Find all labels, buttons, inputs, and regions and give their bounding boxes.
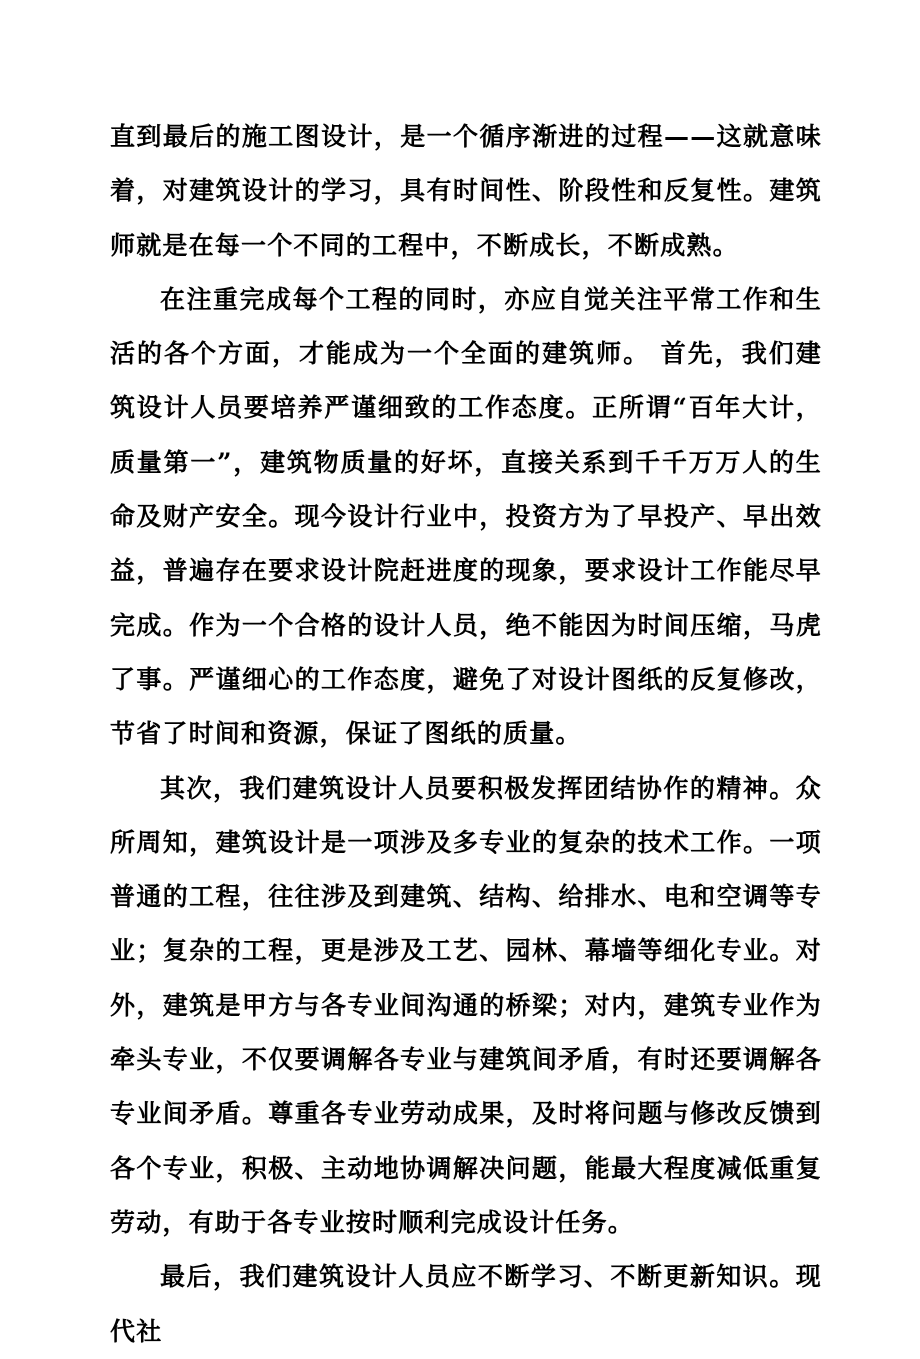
- document-body: [110, 110, 822, 1359]
- paragraph-1: 直到最后的施工图设计，是一个循序渐进的过程——这就意味着，对建筑设计的学习，具有时间性、阶段性和反复性。建筑师就是在每一个不同的工程中，不断成长，不断成熟。: [110, 122, 822, 260]
- paragraph-2: 在注重完成每个工程的同时，亦应自觉关注平常工作和生活的各个方面，才能成为一个全面的建筑师。 首先，我们建筑设计人员要培养严谨细致的工作态度。正所谓“百年大计，质量第一”，建筑物质量的好坏，直接关系到千千万万人的生命及财产安全。现今设计行业中，投资方为了早投产、早出效益，普遍存在要求设计院赶进度的现象，要求设计工作能尽早完成。作为一个合格的设计人员，绝不能因为时间压缩，马虎了事。严谨细心的工作态度，避免了对设计图纸的反复修改，节省了时间和资源，保证了图纸的质量。: [110, 284, 822, 749]
- paragraph-3: 其次，我们建筑设计人员要积极发挥团结协作的精神。众所周知，建筑设计是一项涉及多专业的复杂的技术工作。一项普通的工程，往往涉及到建筑、结构、给排水、电和空调等专业；复杂的工程，更是涉及工艺、园林、幕墙等细化专业。对外，建筑是甲方与各专业间沟通的桥梁；对内，建筑专业作为牵头专业，不仅要调解各专业与建筑间矛盾，有时还要调解各专业间矛盾。尊重各专业劳动成果，及时将问题与修改反馈到各个专业，积极、主动地协调解决问题，能最大程度减低重复劳动，有助于各专业按时顺利完成设计任务。: [110, 773, 822, 1237]
- paragraph-4: 最后，我们建筑设计人员应不断学习、不断更新知识。现代社: [110, 1262, 822, 1346]
